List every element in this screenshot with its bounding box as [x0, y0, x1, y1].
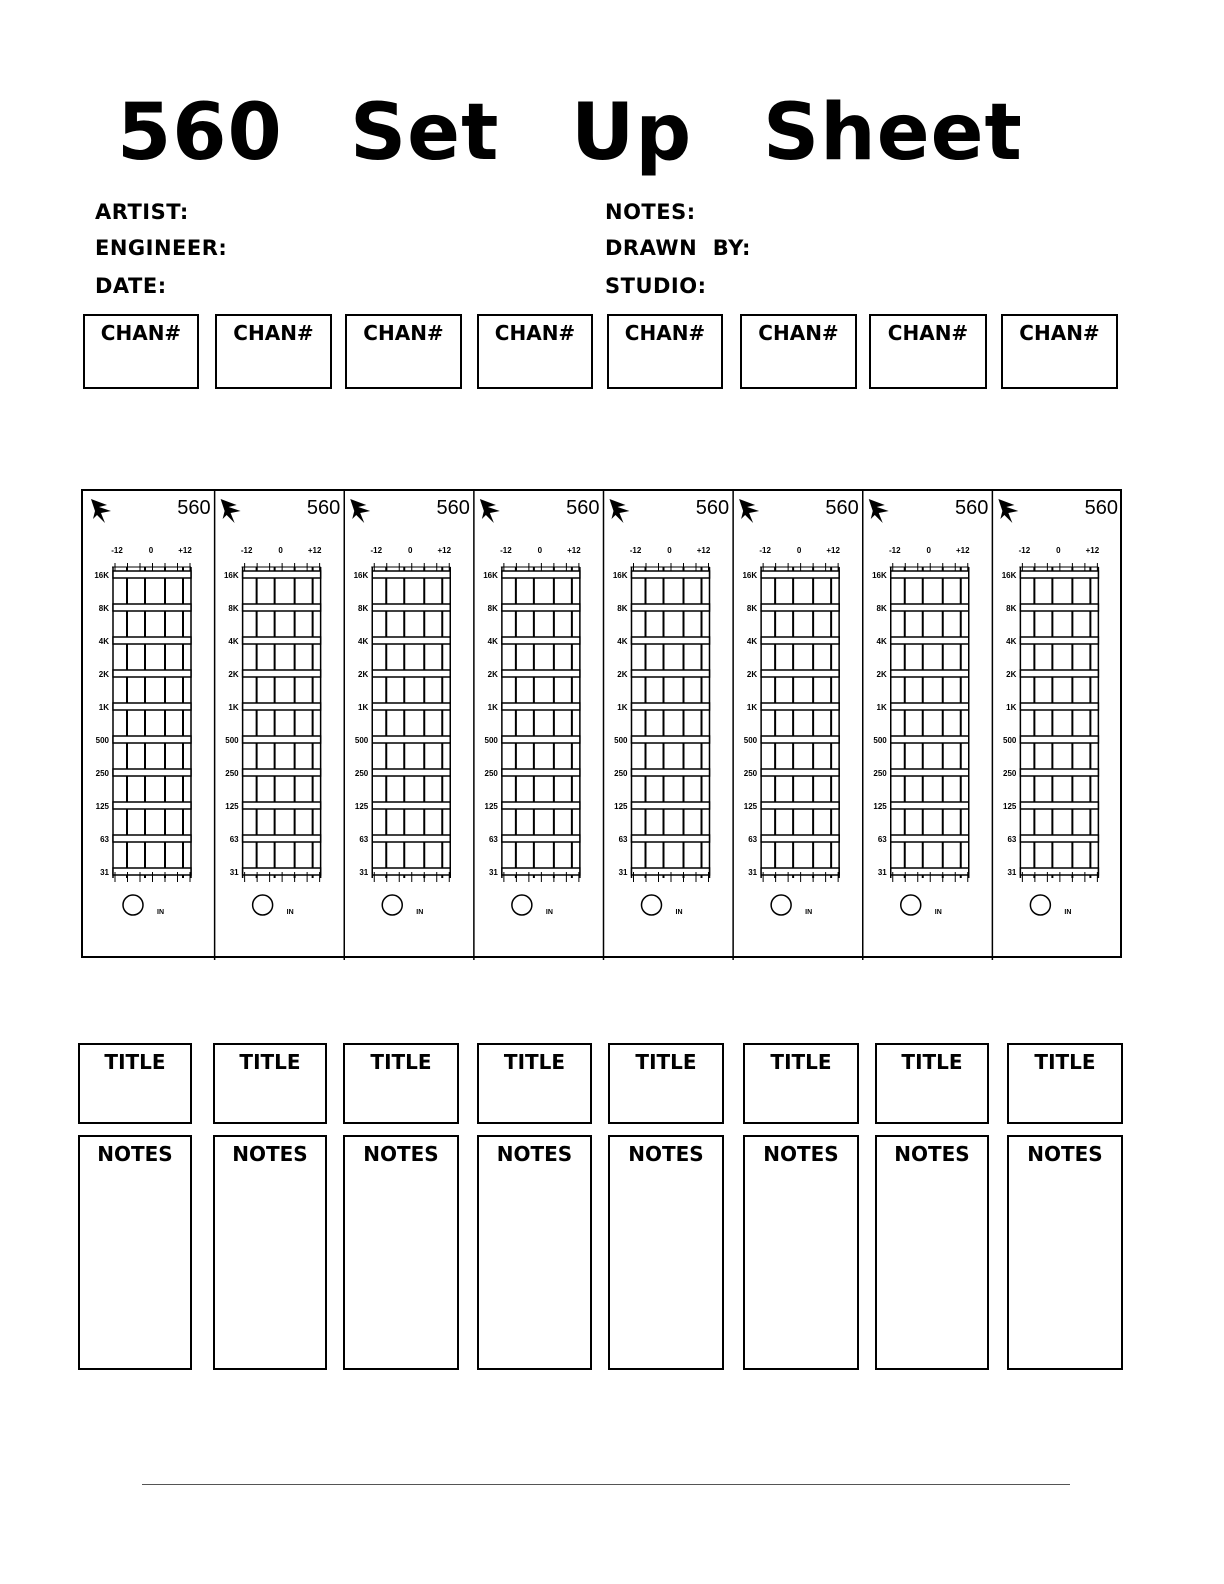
- channel-box-label: CHAN#: [363, 321, 444, 345]
- channel-box-label: CHAN#: [758, 321, 839, 345]
- in-switch-icon: [512, 895, 532, 915]
- band-slot: [632, 703, 710, 710]
- eagle-logo-icon: [739, 499, 759, 523]
- band-slot: [1020, 571, 1098, 578]
- band-slot: [761, 637, 839, 644]
- title-box-label: TITLE: [239, 1050, 301, 1074]
- band-slot: [891, 802, 969, 809]
- title-box[interactable]: [78, 1043, 192, 1124]
- band-slot: [113, 670, 191, 677]
- channel-box-label: CHAN#: [1019, 321, 1100, 345]
- band-label: 4K: [876, 637, 887, 646]
- band-label: 63: [229, 835, 239, 844]
- band-label: 1K: [487, 703, 498, 712]
- band-slot: [113, 736, 191, 743]
- title-box-label: TITLE: [770, 1050, 832, 1074]
- band-slot: [502, 604, 580, 611]
- eagle-logo-icon: [610, 499, 630, 523]
- gain-scale-min: -12: [370, 546, 383, 555]
- in-switch-label: IN: [416, 909, 424, 916]
- band-slot: [891, 769, 969, 776]
- module-model-label: 560: [1084, 497, 1118, 519]
- band-slot: [113, 802, 191, 809]
- band-label: 31: [488, 868, 498, 877]
- in-switch-icon: [253, 895, 273, 915]
- footer-rule: [142, 1484, 1070, 1485]
- eq-module: [992, 491, 1118, 960]
- in-switch-label: IN: [286, 909, 294, 916]
- date-label: DATE:: [95, 274, 167, 298]
- band-slot: [761, 670, 839, 677]
- band-slot: [632, 802, 710, 809]
- band-label: 31: [877, 868, 887, 877]
- module-model-label: 560: [825, 497, 859, 519]
- band-slot: [243, 835, 321, 842]
- eq-module: [344, 491, 470, 960]
- band-label: 500: [743, 736, 758, 745]
- band-slot: [632, 637, 710, 644]
- band-label: 16K: [612, 571, 628, 580]
- band-label: 1K: [876, 703, 887, 712]
- band-label: 2K: [98, 670, 109, 679]
- eq-module: [474, 491, 600, 960]
- band-slot: [891, 637, 969, 644]
- gain-scale-max: +12: [826, 546, 840, 555]
- title-box[interactable]: [213, 1043, 327, 1124]
- gain-scale-max: +12: [307, 546, 322, 555]
- band-label: 250: [614, 769, 628, 778]
- band-slot: [243, 769, 321, 776]
- title-word-up: Up: [571, 88, 693, 178]
- gain-scale-zero: 0: [537, 546, 543, 555]
- band-slot: [113, 637, 191, 644]
- in-switch-label: IN: [675, 909, 683, 916]
- eq-module: [733, 491, 859, 960]
- band-label: 500: [484, 736, 498, 745]
- title-box-label: TITLE: [1034, 1050, 1096, 1074]
- band-label: 2K: [617, 670, 628, 679]
- band-label: 4K: [746, 637, 758, 646]
- band-slot: [1020, 802, 1098, 809]
- gain-scale-min: -12: [500, 546, 512, 555]
- band-label: 500: [873, 736, 887, 745]
- band-label: 125: [484, 802, 498, 811]
- band-slot: [761, 604, 839, 611]
- title-box[interactable]: [608, 1043, 724, 1124]
- title-box-label: TITLE: [635, 1050, 697, 1074]
- band-slot: [502, 637, 580, 644]
- band-label: 250: [354, 769, 369, 778]
- band-label: 4K: [487, 637, 498, 646]
- in-switch-icon: [901, 895, 921, 915]
- eq-module: [604, 491, 730, 960]
- in-switch-label: IN: [934, 909, 942, 916]
- band-label: 125: [95, 802, 109, 811]
- band-slot: [761, 802, 839, 809]
- module-model-label: 560: [306, 497, 341, 519]
- band-label: 250: [95, 769, 109, 778]
- band-slot: [502, 670, 580, 677]
- gain-scale-min: -12: [888, 546, 901, 555]
- band-slot: [372, 835, 450, 842]
- band-slot: [761, 571, 839, 578]
- band-label: 8K: [1006, 604, 1017, 613]
- in-switch-icon: [771, 895, 791, 915]
- band-slot: [372, 604, 450, 611]
- eagle-logo-icon: [221, 499, 241, 523]
- gain-scale-zero: 0: [926, 546, 931, 555]
- band-slot: [113, 703, 191, 710]
- gain-scale-zero: 0: [1056, 546, 1061, 555]
- band-label: 8K: [746, 604, 758, 613]
- band-label: 63: [1007, 835, 1017, 844]
- channel-box[interactable]: [607, 314, 723, 389]
- title-word-model: 560: [117, 88, 283, 178]
- gain-scale-min: -12: [240, 546, 253, 555]
- band-slot: [372, 637, 450, 644]
- title-box-label: TITLE: [503, 1050, 566, 1074]
- channel-box[interactable]: [1001, 314, 1118, 389]
- band-label: 63: [748, 835, 758, 844]
- band-label: 16K: [94, 571, 109, 580]
- artist-label: ARTIST:: [95, 200, 189, 224]
- in-switch-label: IN: [805, 909, 813, 916]
- band-label: 4K: [98, 637, 109, 646]
- notes-box-label: NOTES: [763, 1142, 839, 1166]
- gain-scale-max: +12: [178, 546, 192, 555]
- band-slot: [761, 703, 839, 710]
- band-slot: [372, 736, 450, 743]
- in-switch-icon: [123, 895, 143, 915]
- band-label: 63: [100, 835, 109, 844]
- band-slot: [632, 604, 710, 611]
- band-slot: [1020, 835, 1098, 842]
- title-box-label: TITLE: [104, 1050, 166, 1074]
- module-model-label: 560: [695, 497, 730, 519]
- band-slot: [113, 604, 191, 611]
- band-label: 500: [614, 736, 628, 745]
- title-box[interactable]: [477, 1043, 592, 1124]
- channel-box[interactable]: [740, 314, 857, 389]
- band-label: 8K: [876, 604, 887, 613]
- gain-scale-zero: 0: [408, 546, 413, 555]
- band-slot: [1020, 604, 1098, 611]
- band-label: 2K: [1006, 670, 1017, 679]
- eq-modules-drawing: [83, 491, 1124, 960]
- in-switch-icon: [382, 895, 402, 915]
- band-label: 16K: [353, 571, 369, 580]
- drawn-by-label: DRAWN BY:: [605, 236, 751, 260]
- band-slot: [891, 736, 969, 743]
- notes-box-label: NOTES: [1027, 1142, 1103, 1166]
- band-slot: [502, 703, 580, 710]
- band-label: 8K: [487, 604, 498, 613]
- band-label: 250: [484, 769, 498, 778]
- band-label: 125: [743, 802, 758, 811]
- band-slot: [243, 736, 321, 743]
- band-slot: [1020, 769, 1098, 776]
- gain-scale-max: +12: [567, 546, 581, 555]
- gain-scale-max: +12: [1085, 546, 1100, 555]
- band-label: 63: [877, 835, 887, 844]
- band-label: 16K: [483, 571, 498, 580]
- band-label: 125: [354, 802, 369, 811]
- band-label: 4K: [1006, 637, 1017, 646]
- band-label: 250: [743, 769, 758, 778]
- band-slot: [1020, 736, 1098, 743]
- notes-box-label: NOTES: [97, 1142, 173, 1166]
- eagle-logo-icon: [91, 499, 111, 523]
- eagle-logo-icon: [480, 499, 500, 523]
- band-label: 2K: [487, 670, 498, 679]
- title-word-set: Set: [350, 88, 500, 178]
- channel-box[interactable]: [83, 314, 199, 389]
- band-label: 31: [1007, 868, 1017, 877]
- band-slot: [502, 571, 580, 578]
- notes-box[interactable]: [608, 1135, 724, 1370]
- notes-box-label: NOTES: [363, 1142, 439, 1166]
- band-slot: [632, 835, 710, 842]
- channel-box[interactable]: [345, 314, 462, 389]
- band-slot: [1020, 637, 1098, 644]
- band-label: 125: [225, 802, 239, 811]
- band-slot: [243, 703, 321, 710]
- module-model-label: 560: [566, 497, 600, 519]
- band-label: 31: [229, 868, 239, 877]
- band-label: 4K: [358, 637, 369, 646]
- band-label: 2K: [228, 670, 239, 679]
- band-label: 8K: [228, 604, 239, 613]
- in-switch-icon: [1030, 895, 1050, 915]
- band-slot: [891, 571, 969, 578]
- band-label: 500: [225, 736, 239, 745]
- channel-box[interactable]: [477, 314, 593, 389]
- notes-box[interactable]: [78, 1135, 192, 1370]
- band-slot: [761, 736, 839, 743]
- eq-module-panel: [81, 489, 1122, 958]
- channel-box-label: CHAN#: [624, 321, 706, 345]
- band-slot: [502, 835, 580, 842]
- notes-box-label: NOTES: [232, 1142, 308, 1166]
- channel-box-label: CHAN#: [100, 321, 182, 345]
- title-box[interactable]: [743, 1043, 859, 1124]
- channel-box[interactable]: [215, 314, 332, 389]
- band-slot: [891, 604, 969, 611]
- band-label: 1K: [746, 703, 758, 712]
- band-label: 250: [225, 769, 239, 778]
- band-label: 63: [359, 835, 369, 844]
- channel-box-label: CHAN#: [233, 321, 314, 345]
- band-label: 1K: [617, 703, 628, 712]
- band-slot: [502, 769, 580, 776]
- band-label: 16K: [742, 571, 758, 580]
- notes-box-label: NOTES: [894, 1142, 970, 1166]
- band-label: 125: [614, 802, 628, 811]
- band-slot: [372, 769, 450, 776]
- band-label: 125: [873, 802, 887, 811]
- band-label: 4K: [228, 637, 239, 646]
- studio-label: STUDIO:: [605, 274, 707, 298]
- band-slot: [1020, 703, 1098, 710]
- band-label: 8K: [617, 604, 628, 613]
- notes-box-label: NOTES: [496, 1142, 573, 1166]
- band-label: 16K: [872, 571, 887, 580]
- band-label: 1K: [228, 703, 239, 712]
- gain-scale-max: +12: [955, 546, 970, 555]
- band-label: 31: [359, 868, 369, 877]
- band-label: 31: [618, 868, 628, 877]
- band-slot: [243, 571, 321, 578]
- title-box-label: TITLE: [370, 1050, 432, 1074]
- channel-box[interactable]: [869, 314, 987, 389]
- band-slot: [632, 670, 710, 677]
- band-slot: [113, 835, 191, 842]
- title-word-sheet: Sheet: [763, 88, 1023, 178]
- in-switch-label: IN: [545, 909, 553, 916]
- band-slot: [891, 670, 969, 677]
- gain-scale-min: -12: [1018, 546, 1031, 555]
- band-label: 2K: [876, 670, 887, 679]
- eagle-logo-icon: [869, 499, 889, 523]
- in-switch-icon: [642, 895, 662, 915]
- band-slot: [243, 604, 321, 611]
- title-box[interactable]: [343, 1043, 459, 1124]
- gain-scale-max: +12: [437, 546, 452, 555]
- gain-scale-min: -12: [759, 546, 771, 555]
- band-label: 8K: [358, 604, 369, 613]
- title-box[interactable]: [875, 1043, 989, 1124]
- channel-box-label: CHAN#: [887, 321, 969, 345]
- title-box-label: TITLE: [901, 1050, 963, 1074]
- band-slot: [372, 802, 450, 809]
- band-label: 4K: [617, 637, 628, 646]
- band-label: 31: [100, 868, 109, 877]
- band-slot: [632, 571, 710, 578]
- gain-scale-zero: 0: [148, 546, 154, 555]
- channel-box-label: CHAN#: [494, 321, 576, 345]
- band-slot: [761, 769, 839, 776]
- band-label: 16K: [223, 571, 239, 580]
- band-slot: [761, 835, 839, 842]
- notes-box-label: NOTES: [628, 1142, 704, 1166]
- band-slot: [891, 703, 969, 710]
- band-label: 500: [95, 736, 109, 745]
- band-label: 63: [488, 835, 498, 844]
- band-label: 1K: [1006, 703, 1017, 712]
- gain-scale-zero: 0: [278, 546, 283, 555]
- eq-module: [863, 491, 989, 960]
- band-label: 31: [748, 868, 758, 877]
- gain-scale-zero: 0: [667, 546, 672, 555]
- band-label: 250: [1003, 769, 1017, 778]
- notes-box[interactable]: [743, 1135, 859, 1370]
- band-slot: [113, 571, 191, 578]
- band-slot: [372, 571, 450, 578]
- gain-scale-min: -12: [629, 546, 642, 555]
- in-switch-label: IN: [1064, 909, 1072, 916]
- band-label: 500: [354, 736, 369, 745]
- title-box[interactable]: [1007, 1043, 1123, 1124]
- band-label: 1K: [358, 703, 369, 712]
- band-slot: [502, 802, 580, 809]
- notes-header-label: NOTES:: [605, 200, 696, 224]
- eq-module: [215, 491, 341, 960]
- band-slot: [372, 670, 450, 677]
- band-label: 8K: [98, 604, 109, 613]
- band-label: 250: [873, 769, 887, 778]
- eagle-logo-icon: [350, 499, 370, 523]
- module-model-label: 560: [436, 497, 470, 519]
- band-slot: [891, 835, 969, 842]
- gain-scale-min: -12: [111, 546, 123, 555]
- band-label: 1K: [98, 703, 109, 712]
- gain-scale-max: +12: [696, 546, 711, 555]
- notes-box[interactable]: [1007, 1135, 1123, 1370]
- notes-box[interactable]: [875, 1135, 989, 1370]
- band-slot: [243, 670, 321, 677]
- band-slot: [502, 736, 580, 743]
- module-model-label: 560: [177, 497, 211, 519]
- notes-box[interactable]: [213, 1135, 327, 1370]
- gain-scale-zero: 0: [796, 546, 802, 555]
- in-switch-label: IN: [157, 909, 164, 916]
- band-slot: [243, 637, 321, 644]
- band-slot: [243, 802, 321, 809]
- band-slot: [1020, 670, 1098, 677]
- band-slot: [113, 769, 191, 776]
- band-label: 125: [1003, 802, 1017, 811]
- band-label: 2K: [746, 670, 758, 679]
- engineer-label: ENGINEER:: [95, 236, 228, 260]
- module-model-label: 560: [955, 497, 989, 519]
- band-slot: [372, 703, 450, 710]
- notes-box[interactable]: [477, 1135, 592, 1370]
- band-label: 63: [618, 835, 628, 844]
- band-label: 16K: [1001, 571, 1017, 580]
- eq-module: [91, 497, 211, 916]
- band-label: 2K: [358, 670, 369, 679]
- eagle-logo-icon: [998, 499, 1018, 523]
- band-slot: [632, 736, 710, 743]
- band-slot: [632, 769, 710, 776]
- band-label: 500: [1003, 736, 1017, 745]
- notes-box[interactable]: [343, 1135, 459, 1370]
